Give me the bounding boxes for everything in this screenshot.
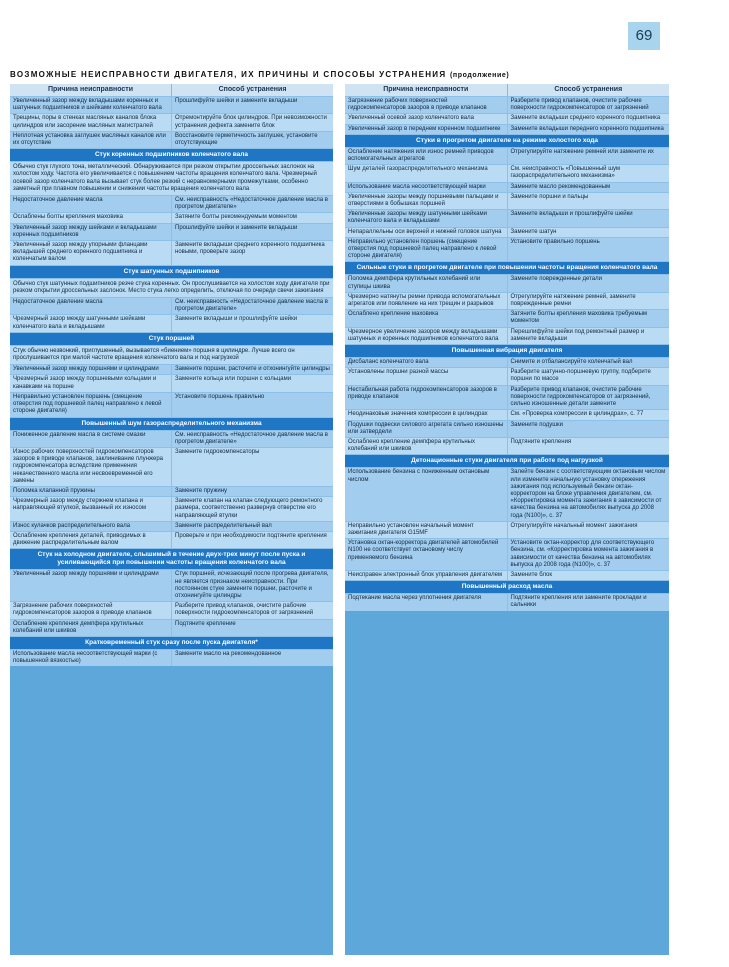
- remedy-cell: Восстановите герметичность заглушек, установите отсутствующие: [171, 132, 333, 148]
- cause-cell: Чрезмерно натянуты ремни привода вспомогательных агрегатов или появление на них трещин и разрывов: [348, 293, 501, 308]
- remedy-cell: Отремонтируйте блок цилиндров. При невозможности устранения дефекта замените блок: [171, 114, 333, 130]
- cause-header: Причина неисправности: [383, 86, 469, 93]
- table-row: [345, 420, 669, 437]
- remedy-cell: Разберите привод клапанов, очистите рабочие поверхности гидрокомпенсаторов от загрязнений, сильно изношенные детали замените: [507, 386, 670, 410]
- table-row: [345, 521, 669, 538]
- cause-cell: Увеличенный зазор между упорными фланцами вкладышей среднего коренного подшипника и коленчатым валом: [13, 242, 148, 263]
- section-title: Повышенный расход масла: [345, 580, 669, 593]
- table-row: [10, 649, 333, 666]
- remedy-cell: Подтяните крепление: [171, 620, 333, 636]
- cause-cell: Использование бензина с пониженным октановым числом: [348, 469, 490, 483]
- table-row: [10, 619, 333, 636]
- cause-cell: Увеличенные зазоры между шатунными шейками коленчатого вала и вкладышами: [348, 211, 487, 225]
- section-title: Стук на холодном двигателе, слышимый в течение двух-трех минут после пуска и усиливающийся при повышении частоты вращения коленчатого вала: [10, 548, 333, 569]
- remedy-cell: Разберите привод клапанов, очистите рабочие поверхности гидрокомпенсаторов от загрязнений: [507, 97, 670, 113]
- table-row: [345, 113, 669, 123]
- table-row: [345, 209, 669, 226]
- remedy-cell: Отрегулируйте натяжение ремней, замените поврежденные ремни: [507, 293, 670, 309]
- table-row: [10, 521, 333, 531]
- section-description: Обычно стук шатунных подшипников резче стука коренных. Он прослушивается на холостом ходу двигателя при резком открытии дроссельных заслонок. Место стука легко определить, отключая по очереди свечи зажигания: [10, 278, 333, 297]
- cause-cell: Недостаточное давление масла: [13, 299, 103, 306]
- remedy-cell: Прошлифуйте шейки и замените вкладыши: [171, 224, 333, 240]
- section-title: Стук коренных подшипников коленчатого вала: [10, 148, 333, 161]
- table-row: [10, 569, 333, 601]
- cause-cell: Трещины, поры в стенках масляных каналов блока цилиндров или засорение масляных магистралей: [13, 115, 157, 129]
- table-row: [10, 314, 333, 331]
- column-fill: [10, 666, 333, 955]
- cause-cell: Неправильно установлен поршень (смещение отверстия под поршневой палец направлено к левой стороне двигателя): [348, 238, 497, 260]
- remedy-cell: Стук поршней, исчезающий после прогрева двигателя, не является признаком неисправности. При постоянном стуке замените поршни, расточите и отхонингуйте цилиндры: [171, 570, 333, 601]
- cause-cell: Поломка клапанной пружины: [13, 487, 95, 494]
- cause-cell: Поломка демпфера крутильных колебаний или ступицы шкива: [348, 276, 481, 290]
- remedy-cell: Замените блок: [507, 571, 670, 580]
- table-row: [345, 227, 669, 237]
- table-row: [10, 392, 333, 417]
- table-row: [10, 601, 333, 618]
- page-heading: [10, 70, 690, 79]
- cause-cell: Чрезмерное увеличение зазоров между вкладышами шатунных и коренных подшипников коленчатого вала: [348, 328, 499, 342]
- table-row: [10, 131, 333, 148]
- cause-cell: Подтекание масла через уплотнения двигателя: [348, 595, 482, 602]
- remedy-cell: Затяните болты рекомендуемым моментом: [171, 213, 333, 222]
- cause-cell: Шум деталей газораспределительного механизма: [348, 166, 488, 173]
- remedy-cell: Замените поршни, расточите и отхонингуйте цилиндры: [171, 365, 333, 374]
- cause-cell: Увеличенный зазор между шейками и вкладышами коренных подшипников: [13, 224, 157, 238]
- table-row: [345, 292, 669, 309]
- cause-cell: Увеличенные зазоры между поршневыми пальцами и отверстиями в бобышках поршней: [348, 193, 499, 208]
- cause-cell: Неисправен электронный блок управления двигателем: [348, 571, 503, 578]
- remedy-cell: См. неисправность «Недостаточное давление масла в прогретом двигателе»: [171, 298, 333, 314]
- remedy-cell: См. неисправность «Повышенный шум газораспределительного механизма»: [507, 165, 670, 181]
- cause-cell: Загрязнение рабочих поверхностей гидрокомпенсаторов зазоров в приводе клапанов: [348, 98, 487, 112]
- table-row: [345, 96, 669, 113]
- cause-cell: Увеличенный осевой зазор коленчатого вала: [348, 115, 474, 122]
- table-row: [345, 437, 669, 454]
- cause-cell: Ослаблены болты крепления маховика: [13, 214, 124, 221]
- section-title: Детонационные стуки двигателя при работе под нагрузкой: [345, 454, 669, 467]
- page-number: 69: [628, 22, 660, 50]
- table-row: [345, 385, 669, 410]
- section-description: Обычно стук глухого тона, металлический. Обнаруживается при резком открытии дроссельных заслонок на холостом ходу. Частота его увеличивается с повышением частоты вращения коленчатого вала. Чрезмерный осевой зазор коленчатого вала вызывает стук более резкий с неравномерными промежутками, особенно заметный при плавном повышении и снижении частоты вращения коленчатого вала: [10, 161, 333, 195]
- table-row: [345, 124, 669, 134]
- cause-cell: Неодинаковые значения компрессии в цилиндрах: [348, 411, 488, 418]
- remedy-cell: Разберите привод клапанов, очистите рабочие поверхности гидрокомпенсаторов от загрязнений: [171, 602, 333, 618]
- remedy-cell: Замените распределительный вал: [171, 522, 333, 531]
- table-row: [345, 147, 669, 164]
- remedy-cell: Прошлифуйте шейки и замените вкладыши: [171, 97, 333, 113]
- cause-cell: Подушки подвески силового агрегата сильно изношены или затвердели: [348, 421, 504, 435]
- remedy-cell: Замените вкладыши переднего коренного подшипника: [507, 125, 670, 134]
- section-title: Повышенная вибрация двигателя: [345, 344, 669, 357]
- table-row: [10, 297, 333, 314]
- table-header: [345, 84, 669, 96]
- section-description: Стук обычно незвонкий, приглушенный, вызывается «биением» поршня в цилиндре. Лучше всего он прослушивается при малой частоте вращения коленчатого вала и под нагрузкой: [10, 345, 333, 364]
- remedy-cell: Замените поршни и пальцы: [507, 193, 670, 209]
- remedy-cell: Замените вкладыши и прошлифуйте шейки: [507, 210, 670, 226]
- cause-cell: Использование масла несоответствующей марки (с повышенной вязкостью): [13, 650, 158, 665]
- remedy-cell: Разберите шатунно-поршневую группу, подберите поршни по массе: [507, 368, 670, 384]
- remedy-cell: См. неисправность «Недостаточное давление масла в прогретом двигателе»: [171, 196, 333, 212]
- cause-header: Причина неисправности: [47, 86, 134, 93]
- cause-cell: Чрезмерный зазор между шатунными шейками коленчатого вала и вкладышами: [13, 316, 146, 330]
- cause-cell: Нестабильная работа гидрокомпенсаторов зазоров в приводе клапанов: [348, 386, 497, 400]
- remedy-cell: См. «Проверка компрессии в цилиндрах», с. 77: [507, 410, 670, 419]
- cause-cell: Ослаблено крепление маховика: [348, 311, 439, 318]
- remedy-cell: Замените вкладыши среднего коренного подшипника новыми, проверьте зазор: [171, 241, 333, 265]
- table-row: [10, 96, 333, 113]
- cause-cell: Пониженное давление масла в системе смазки: [13, 431, 146, 438]
- cause-cell: Чрезмерный зазор между стержнем клапана и направляющей втулкой, вызванный их износом: [13, 498, 147, 512]
- cause-cell: Чрезмерный зазор между поршневыми кольцами и канавками на поршне: [13, 376, 157, 390]
- cause-cell: Увеличенный зазор между вкладышами коренных и шатунных подшипников и шейками коленчатого вала: [13, 98, 162, 112]
- remedy-header: Способ устранения: [171, 84, 333, 96]
- remedy-cell: Подтяните крепления или замените прокладки и сальники: [507, 594, 670, 610]
- table-row: [345, 327, 669, 344]
- remedy-cell: Замените подушки: [507, 421, 670, 437]
- section-title: Стук поршней: [10, 332, 333, 345]
- table-left-column: [10, 84, 333, 955]
- remedy-cell: Проверьте и при необходимости подтяните крепления: [171, 532, 333, 548]
- cause-cell: Ослабление натяжения или износ ремней приводов вспомогательных агрегатов: [348, 148, 494, 163]
- table-header: [10, 84, 333, 96]
- cause-cell: Износ рабочих поверхностей гидрокомпенсаторов зазоров в приводе клапанов, заклинивание плунжера гидрокомпенсатора вследствие применения некачественного масла или несвоевременной его замены: [13, 448, 163, 484]
- remedy-cell: Залейте бензин с соответствующим октановым числом или измените начальную установку опережения зажигания под используемый бензин октан-корректором на блоке управления двигателем, см. «Корректировка момента зажигания в зависимости от качества бензина на автомобилях выпуска до 2008 года (N100)», с. 37: [507, 468, 670, 520]
- table-row: [10, 113, 333, 130]
- table-row: [345, 593, 669, 610]
- remedy-cell: Подтяните крепления: [507, 438, 670, 454]
- cause-cell: Установлены поршни разной массы: [348, 369, 449, 376]
- table-row: [345, 164, 669, 181]
- table-row: [345, 409, 669, 419]
- remedy-cell: Установите правильно поршень: [507, 238, 670, 262]
- remedy-cell: Снимите и отбалансируйте коленчатый вал: [507, 358, 670, 367]
- table-row: [345, 237, 669, 262]
- table-row: [10, 364, 333, 374]
- cause-cell: Ослабление крепления деталей, приводимых в движение распределительным валом: [13, 532, 146, 547]
- cause-cell: Ослабление крепления демпфера крутильных колебаний или шкивов: [13, 620, 144, 634]
- table-row: [10, 212, 333, 222]
- remedy-cell: Установите октан-корректор для соответствующего бензина, см. «Корректировка момента зажигания в зависимости от качества бензина на автомобилях выпуска до 2008 года (N100)», с. 37: [507, 539, 670, 570]
- section-title: Стук шатунных подшипников: [10, 265, 333, 278]
- section-title: Стуки в прогретом двигателе на режиме холостого хода: [345, 134, 669, 147]
- remedy-cell: Замените шатун: [507, 228, 670, 237]
- section-title: Кратковременный стук сразу после пуска двигателя*: [10, 636, 333, 649]
- cause-cell: Загрязнение рабочих поверхностей гидрокомпенсаторов зазоров в приводе клапанов: [13, 603, 152, 617]
- remedy-cell: Отрегулируйте начальный момент зажигания: [507, 522, 670, 538]
- remedy-cell: Замените гидрокомпенсаторы: [171, 448, 333, 486]
- remedy-cell: Замените клапан на клапан следующего ремонтного размера, соответственно развернув отверстие его направляющей втулки: [171, 497, 333, 521]
- heading-continuation: (продолжение): [449, 72, 510, 79]
- table-row: [345, 182, 669, 192]
- section-title: Повышенный шум газораспределительного механизма: [10, 417, 333, 430]
- cause-cell: Установка октан-корректора двигателей автомобилей N100 не соответствует октановому числу применяемого бензина: [348, 540, 499, 561]
- cause-cell: Износ кулачков распределительного вала: [13, 522, 131, 529]
- remedy-cell: Установите поршень правильно: [171, 393, 333, 417]
- remedy-cell: Отрегулируйте натяжение ремней или замените их: [507, 148, 670, 164]
- table-row: [345, 570, 669, 580]
- table-row: [10, 447, 333, 486]
- remedy-cell: Замените поврежденные детали: [507, 275, 670, 291]
- table-row: [10, 531, 333, 548]
- table-row: [10, 374, 333, 391]
- remedy-cell: Замените пружину: [171, 487, 333, 496]
- cause-cell: Увеличенный зазор между поршнями и цилиндрами: [13, 366, 159, 373]
- remedy-cell: Замените вкладыши и прошлифуйте шейки: [171, 315, 333, 331]
- table-row: [345, 538, 669, 570]
- column-fill: [345, 611, 669, 955]
- table-row: [10, 223, 333, 240]
- cause-cell: Недостаточное давление масла: [13, 197, 103, 204]
- remedy-cell: Перешлифуйте шейки под ремонтный размер и замените вкладыши: [507, 328, 670, 344]
- remedy-cell: Замените кольца или поршни с кольцами: [171, 375, 333, 391]
- table-row: [345, 309, 669, 326]
- table-row: [10, 430, 333, 447]
- table-row: [10, 496, 333, 521]
- cause-cell: Непараллельны оси верхней и нижней головок шатуна: [348, 228, 502, 235]
- table-row: [10, 486, 333, 496]
- table-row: [345, 274, 669, 291]
- cause-cell: Неправильно установлен начальный момент зажигания двигателя G15MF: [348, 522, 474, 536]
- cause-cell: Использование масла несоответствующей марки: [348, 183, 486, 190]
- cause-cell: Увеличенный зазор между поршнями и цилиндрами: [13, 571, 159, 578]
- remedy-cell: Замените масло на рекомендованное: [171, 650, 333, 666]
- remedy-cell: Замените масло рекомендованным: [507, 183, 670, 192]
- remedy-cell: См. неисправность «Недостаточное давление масла в прогретом двигателе»: [171, 431, 333, 447]
- table-row: [345, 367, 669, 384]
- section-title: Сильные стуки в прогретом двигателе при повышении частоты вращения коленчатого вала: [345, 261, 669, 274]
- table-row: [345, 192, 669, 209]
- cause-cell: Дисбаланс коленчатого вала: [348, 359, 429, 366]
- remedy-cell: Замените вкладыши среднего коренного подшипника: [507, 114, 670, 123]
- heading-title: ВОЗМОЖНЫЕ НЕИСПРАВНОСТИ ДВИГАТЕЛЯ, ИХ ПРИЧИНЫ И СПОСОБЫ УСТРАНЕНИЯ: [10, 70, 447, 79]
- table-row: [10, 195, 333, 212]
- table-row: [345, 357, 669, 367]
- remedy-header: Способ устранения: [507, 84, 670, 96]
- table-row: [345, 467, 669, 520]
- table-row: [10, 240, 333, 265]
- table-right-column: [345, 84, 669, 955]
- cause-cell: Неплотная установка заглушек масляных каналов или их отсутствие: [13, 132, 166, 147]
- cause-cell: Ослаблено крепление демпфера крутильных колебаний или шкивов: [348, 438, 475, 453]
- cause-cell: Увеличенный зазор в переднем коренном подшипнике: [348, 125, 501, 132]
- cause-cell: Неправильно установлен поршень (смещение отверстия под поршневой палец направлено к левой стороне двигателя): [13, 393, 162, 415]
- remedy-cell: Затяните болты крепления маховика требуемым моментом: [507, 310, 670, 326]
